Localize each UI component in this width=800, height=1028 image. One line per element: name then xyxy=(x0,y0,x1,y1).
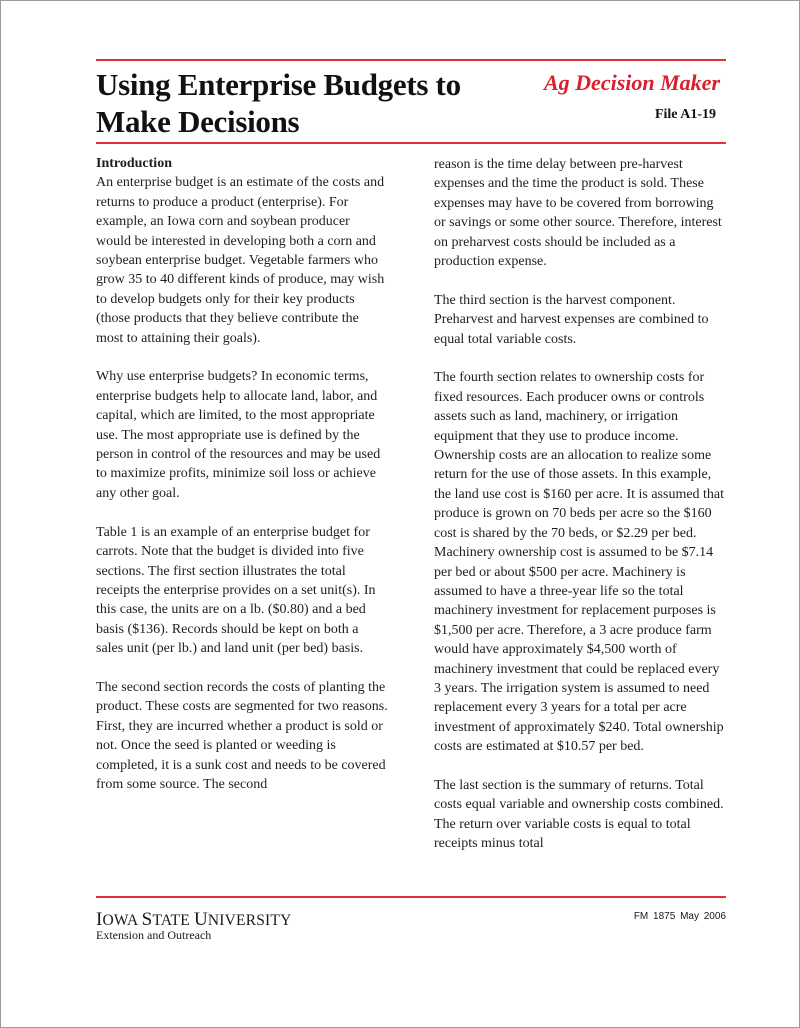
publication-number: FM 1875 xyxy=(633,911,676,922)
section-heading-introduction: Introduction xyxy=(96,156,172,171)
brand-name: Ag Decision Maker xyxy=(544,70,720,95)
body-paragraph: The fourth section relates to ownership costs for fixed resources. Each producer owns or controls assets such as land, machinery, or irrigation equipment that they use to produce income. Ownership costs are an allocation to realize some return for the use of those assets. In this example, the land use cost is $160 per acre. It is assumed that produce is grown on 70 beds per acre so the $160 cost is shared by the 70 beds, or $2.29 per bed. Machinery ownership cost is assumed to be $7.14 per bed or about $500 per acre. Machinery is assumed to have a three-year life so the total machinery investment for replacement purposes is $1,500 per acre. Therefore, a 3 acre produce farm would have approximately $4,500 worth of machinery investment that could be replaced every 3 years. The irrigation system is assumed to need replacement every 3 years for a total per acre investment of approximately $240. Total ownership costs are estimated at $10.57 per bed. xyxy=(434,370,725,755)
logo-text: OWA xyxy=(102,912,142,929)
body-paragraph: Why use enterprise budgets? In economic terms, enterprise budgets help to allocate land, labor, and capital, which are limited, to the most appropriate use. The most appropriate use is defined by the person in control of the resources and may be used to maximize profits, minimize soil loss or achieve any other goal. xyxy=(96,369,381,501)
body-paragraph: Table 1 is an example of an enterprise budget for carrots. Note that the budget is divided into five sections. The first section illustrates the total receipts the enterprise provides on a set unit(s). In this case, the units are on a lb. ($0.80) and a bed basis ($136). Records should be kept on both a sales unit (per lb.) and land unit (per bed) basis. xyxy=(96,524,376,657)
right-column xyxy=(434,155,726,873)
logo-initial: I xyxy=(96,909,103,930)
header-top-rule xyxy=(96,59,726,61)
body-paragraph: reason is the time delay between pre-harvest expenses and the time the product is sold. These expenses may have to be covered from borrowing or savings or some other source. Therefore, interest on preharvest costs should be included as a production expense. xyxy=(434,157,722,270)
logo-initial: U xyxy=(193,909,208,930)
left-column xyxy=(96,154,388,814)
body-paragraph: The second section records the costs of planting the product. These costs are segmented for two reasons. First, they are incurred whether a product is sold or not. Once the seed is planted or weeding is completed, it is a sunk cost and needs to be covered from some source. The second xyxy=(96,679,388,792)
body-paragraph: The third section is the harvest component. Preharvest and harvest expenses are combined to equal total variable costs. xyxy=(434,292,709,347)
body-text: An enterprise budget is an estimate of the costs and returns to produce a product (enterprise). For example, an Iowa corn and soybean producer would be interested in developing both a corn and soybean enterprise budget. Vegetable farmers who grow 35 to 40 different kinds of produce, may wish to develop budgets only for their key products (those products that they believe contribute the most to attaining their goals). xyxy=(96,175,385,346)
body-paragraph: The last section is the summary of returns. Total costs equal variable and ownership costs combined. The return over variable costs is equal to total receipts minus total xyxy=(434,777,724,852)
extension-label: Extension and Outreach xyxy=(96,928,212,942)
logo-initial: S xyxy=(141,909,153,930)
publication-meta xyxy=(634,911,726,922)
header-bottom-rule xyxy=(96,142,726,144)
file-reference: File A1-19 xyxy=(654,107,716,122)
logo-text: TATE xyxy=(152,912,194,929)
logo-text: NIVERSITY xyxy=(207,912,292,929)
intro-paragraph xyxy=(96,154,388,348)
footer-rule xyxy=(96,896,726,898)
publication-date: May 2006 xyxy=(680,911,726,922)
page-title: Using Enterprise Budgets to Make Decisions xyxy=(96,67,461,139)
